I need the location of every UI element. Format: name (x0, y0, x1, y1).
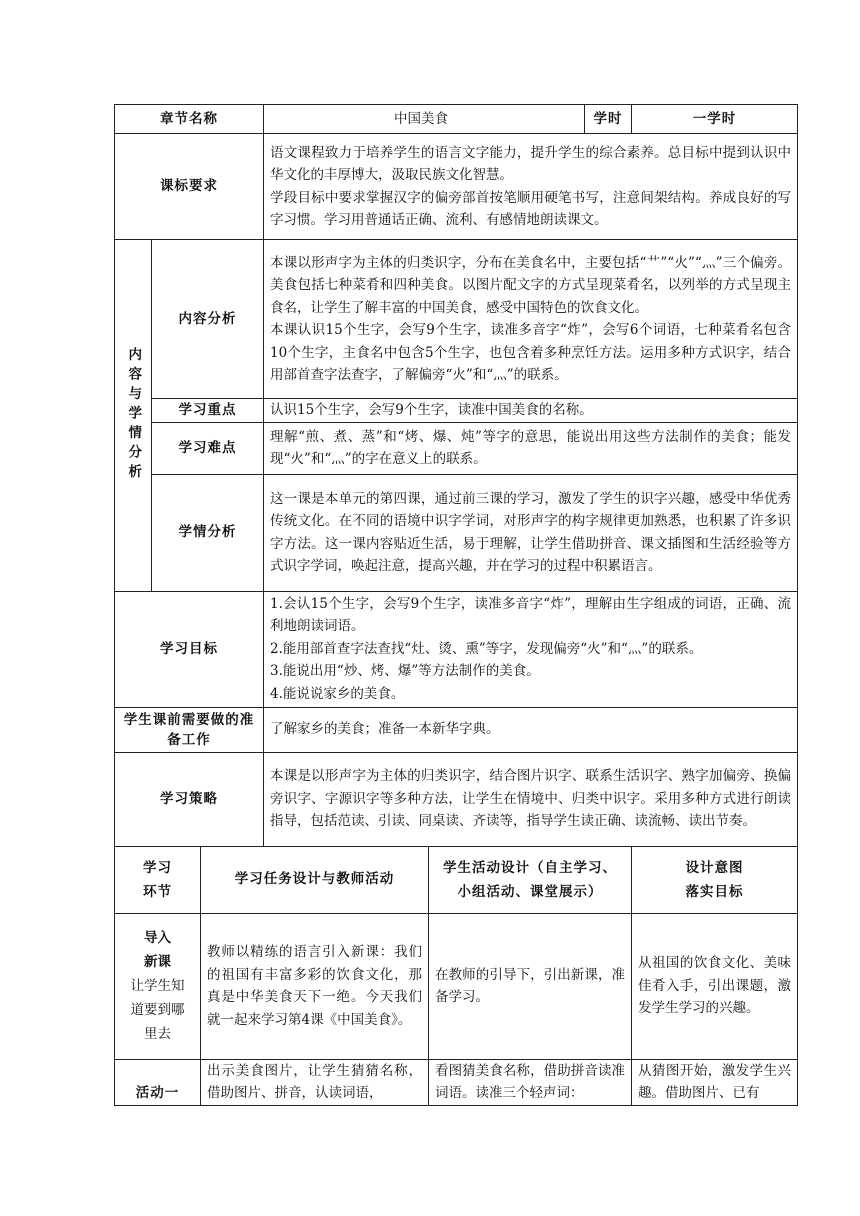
chapter-value: 中国美食 (264, 105, 585, 134)
key-points-label: 学习重点 (152, 399, 264, 423)
strategy-text: 本课是以形声字为主体的归类识字，结合图片识字、联系生活识字、熟字加偏旁、换偏旁识字、字源识字等多种方法，让学生在情境中、归类中识字。采用多种方式进行朗读指导，包括范读、引读、同桌读、齐读等，指导学生读正确、读流畅、读出节奏。 (264, 752, 798, 846)
process-col-teacher: 学习任务设计与教师活动 (201, 846, 429, 913)
standards-label: 课标要求 (115, 134, 264, 240)
student-activity: 在教师的引导下，引出新课，准备学习。 (429, 913, 632, 1059)
content-analysis-row (115, 240, 798, 399)
standards-text (264, 134, 798, 240)
strategy-row (115, 752, 798, 846)
difficulties-text: 理解“煎、煮、蒸”和“烤、爆、炖”等字的意思，能说出用这些方法制作的美食；能发现“火”和“灬”的字在意义上的联系。 (264, 422, 798, 474)
difficulties-label: 学习难点 (152, 422, 264, 474)
stage-cell (115, 913, 201, 1059)
stage-subtitle: 让学生知 (130, 978, 185, 994)
process-col-stage (115, 846, 201, 913)
analysis-group-label: 内容与学情分析 (125, 347, 142, 484)
difficulties-row (115, 422, 798, 474)
key-points-row (115, 399, 798, 423)
objective-item: 1.会认15个生字，会写9个生字，读准多音字“炸”，理解由生字组成的词语，正确、流利地朗读词语。 (270, 595, 792, 635)
hours-label: 学时 (585, 105, 632, 134)
process-col-stage-line: 学习 (143, 859, 172, 876)
stage-subtitle: 里去 (144, 1026, 171, 1042)
stage-subtitle: 道要到哪 (130, 1002, 185, 1018)
situation-row (115, 474, 798, 591)
content-analysis-label: 内容分析 (152, 240, 264, 399)
design-intent: 从祖国的饮食文化、美味佳肴入手，引出课题，激发学生学习的兴趣。 (632, 913, 798, 1059)
process-col-stage-line: 环节 (143, 883, 172, 900)
chapter-label: 章节名称 (115, 105, 264, 134)
teacher-activity: 出示美食图片，让学生猜猜名称，借助图片、拼音，认读词语， (201, 1059, 429, 1105)
key-points-text: 认识15个生字，会写9个生字，读准中国美食的名称。 (264, 399, 798, 423)
standards-paragraph: 学段目标中要求掌握汉字的偏旁部首按笔顺用硬笔书写，注意间架结构。养成良好的写字习惯。学习用普通话正确、流利、有感情地朗读课文。 (270, 189, 792, 228)
hours-value: 一学时 (632, 105, 798, 134)
content-paragraph: 本课以形声字为主体的归类识字，分布在美食名中，主要包括“艹”“火”“灬”三个偏旁。美食包括七种菜肴和四种美食。以图片配文字的方式呈现菜肴名，以列举的方式呈现主食名，让学生了解丰富的中国美食，感受中国特色的饮食文化。 (270, 254, 792, 316)
process-col-intent-line: 落实目标 (685, 883, 744, 900)
objectives-list (264, 591, 798, 707)
strategy-label: 学习策略 (115, 752, 264, 846)
objectives-label: 学习目标 (115, 591, 264, 707)
preparation-row (115, 707, 798, 752)
design-intent: 从猜图开始，激发学生兴趣。借助图片、已有 (632, 1059, 798, 1105)
content-paragraph: 本课认识15个生字，会写9个生字，读准多音字“炸”，会写6个词语，七种菜肴名包含10个生字，主食名中包含5个生字，也包含着多种烹饪方法。运用多种方式识字，结合用部首查字法查字，了解偏旁“火”和“灬”的联系。 (270, 322, 792, 383)
standards-row (115, 134, 798, 240)
stage-title: 活动一 (115, 1059, 201, 1105)
preparation-label: 学生课前需要做的准备工作 (115, 707, 264, 752)
stage-title: 导入 (144, 930, 171, 946)
process-col-intent-line: 设计意图 (685, 859, 744, 876)
lesson-plan-table (114, 104, 798, 1106)
analysis-group-cell (115, 240, 152, 592)
situation-text: 这一课是本单元的第四课，通过前三课的学习，激发了学生的识字兴趣，感受中华优秀传统文化。在不同的语境中识字学词，对形声字的构字规律更加熟悉，也积累了许多识字方法。这一课内容贴近生活，易于理解，让学生借助拼音、课文插图和生活经验等方式识字学词，唤起注意，提高兴趣，并在学习的过程中积累语言。 (264, 474, 798, 591)
process-header-row (115, 846, 798, 913)
student-activity: 看图猜美食名称，借助拼音读准词语。读准三个轻声词： (429, 1059, 632, 1105)
process-row-intro (115, 913, 798, 1059)
chapter-row (115, 105, 798, 134)
standards-paragraph: 语文课程致力于培养学生的语言文字能力，提升学生的综合素养。总目标中提到认识中华文化的丰厚博大，汲取民族文化智慧。 (270, 144, 792, 183)
objective-item: 4.能说说家乡的美食。 (270, 685, 405, 702)
process-col-student-line: 小组活动、课堂展示） (457, 883, 603, 900)
process-col-intent (632, 846, 798, 913)
lesson-plan (114, 104, 797, 1106)
process-row-activity-one (115, 1059, 798, 1105)
objective-item: 2.能用部首查字法查找“灶、烫、熏”等字，发现偏旁“火”和“灬”的联系。 (270, 640, 703, 657)
teacher-activity: 教师以精练的语言引入新课：我们的祖国有丰富多彩的饮食文化，那真是中华美食天下一绝。今天我们就一起来学习第4课《中国美食》。 (201, 913, 429, 1059)
situation-label: 学情分析 (152, 474, 264, 591)
content-analysis-text (264, 240, 798, 399)
process-col-student-line: 学生活动设计（自主学习、 (443, 859, 618, 876)
objective-item: 3.能说出用“炒、烤、爆”等方法制作的美食。 (270, 663, 540, 680)
process-col-student (429, 846, 632, 913)
preparation-text: 了解家乡的美食；准备一本新华字典。 (264, 707, 798, 752)
stage-title: 新课 (144, 954, 171, 970)
objectives-row (115, 591, 798, 707)
